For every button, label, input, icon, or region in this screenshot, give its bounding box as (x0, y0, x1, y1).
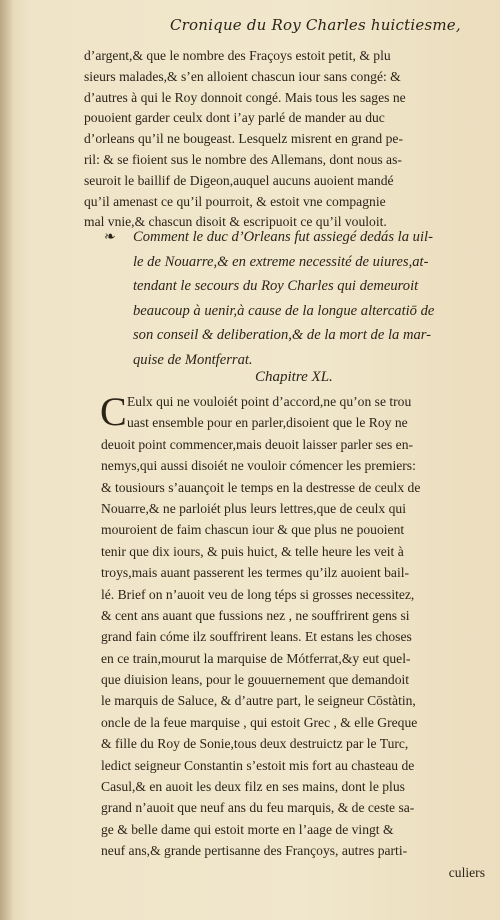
text-line: Casul,& en auoit les deux filz en ses mains, dont le plus (101, 779, 405, 795)
catchword: culiers (448, 864, 485, 880)
text-line: sieurs malades,& s’en alloient chascun iour sans congé: & (84, 68, 401, 84)
text-line: ril: & se fioient sus le nombre des Allemans, dont nous as- (84, 151, 402, 167)
heading-line: beaucoup à uenir,à cause de la longue altercatiō de (133, 302, 435, 319)
drop-cap: C (100, 389, 127, 434)
text-line: pouoient garder ceulx dont i’ay parlé de mander au duc (84, 110, 385, 126)
text-line: neuf ans,& grande pertisanne des Françoys, autres parti- (101, 843, 408, 859)
text-line: tenir que dix iours, & puis huict, & telle heure les veit à (101, 543, 404, 559)
heading-line: son conseil & deliberation,& de la mort de la mar- (133, 327, 432, 344)
text-line: Nouarre,& ne parloiét plus leurs lettres,que de ceulx qui (101, 500, 407, 516)
text-line: troys,mais auant passerent les termes qu’ilz auoient bail- (101, 565, 410, 581)
text-line: lé. Brief on n’auoit veu de long téps si grosses necessitez, (101, 586, 415, 602)
running-header: Cronique du Roy Charles huictiesme, (170, 16, 461, 34)
text-line: ledict seigneur Constantin s’estoit mis fort au chasteau de (101, 757, 415, 773)
text-line: nemys,qui aussi disoiét ne vouloir cómencer les premiers: (101, 458, 416, 474)
chapter-heading (100, 225, 485, 373)
text-line: que diuision leans, pour le gouuernement que demandoit (101, 672, 410, 688)
text-line: d’autres à qui le Roy donnoit congé. Mais tous les sages ne (84, 89, 406, 105)
text-line: & tousiours s’auançoit le temps en la destresse de ceulx de (101, 479, 421, 495)
text-line: & fille du Roy de Sonie,tous deux destruictz par le Turc, (101, 736, 409, 752)
text-line: seuroit le baillif de Digeon,auquel aucuns auoient mandé (84, 172, 394, 188)
text-line: uast ensemble pour en parler,disoient que le Roy ne (127, 415, 408, 431)
page-gutter-shadow (0, 0, 14, 920)
heading-line: le de Nouarre,& en extreme necessité de uiures,at- (133, 253, 429, 270)
text-line: ge & belle dame qui estoit morte en l’aage de vingt & (101, 821, 394, 837)
text-line: en ce train,mourut la marquise de Mótferrat,&y eut quel- (101, 650, 411, 666)
text-line: mal vnie,& chascun disoit & escripuoit ce qu’il vouloit. (84, 214, 387, 230)
text-line: d’argent,& que le nombre des Fraçoys estoit petit, & plu (84, 48, 391, 63)
text-line: grand fain cóme ilz souffrirent leans. Et estans les choses (101, 629, 412, 645)
heading-line: quise de Montferrat. (133, 351, 253, 368)
paragraph-1 (84, 46, 480, 233)
text-line: deuoit point commencer,mais deuoit laisser parler ses en- (101, 436, 414, 452)
chapter-label: Chapitre XL. (255, 369, 333, 385)
heading-line: Comment le duc d’Orleans fut assiegé dedás la uil- (133, 229, 433, 245)
text-line: oncle de la feue marquise , qui estoit Grec , & elle Greque (101, 714, 418, 730)
heading-line: tendant le secours du Roy Charles qui demeuroit (133, 278, 419, 295)
paragraph-2 (101, 391, 485, 883)
text-line: & cent ans auant que fussions nez , ne souffrirent gens si (101, 607, 410, 623)
pilcrow-icon: ❧ (104, 229, 116, 245)
text-line: grand n’auoit que neuf ans du feu marquis, & de ceste sa- (101, 800, 415, 816)
text-line: d’orleans qu’il ne bougeast. Lesquelz misrent en grand pe- (84, 131, 403, 147)
text-line: qu’il amenast ce qu’il pourroit, & estoit vne compagnie (84, 193, 386, 209)
text-line: Eulx qui ne vouloiét point d’accord,ne qu’on se trou (127, 394, 412, 409)
text-line: le marquis de Saluce, & d’autre part, le seigneur Cōstàtin, (101, 693, 416, 709)
text-line: mouroient de faim chascun iour & que plus ne pouoient (101, 522, 405, 538)
